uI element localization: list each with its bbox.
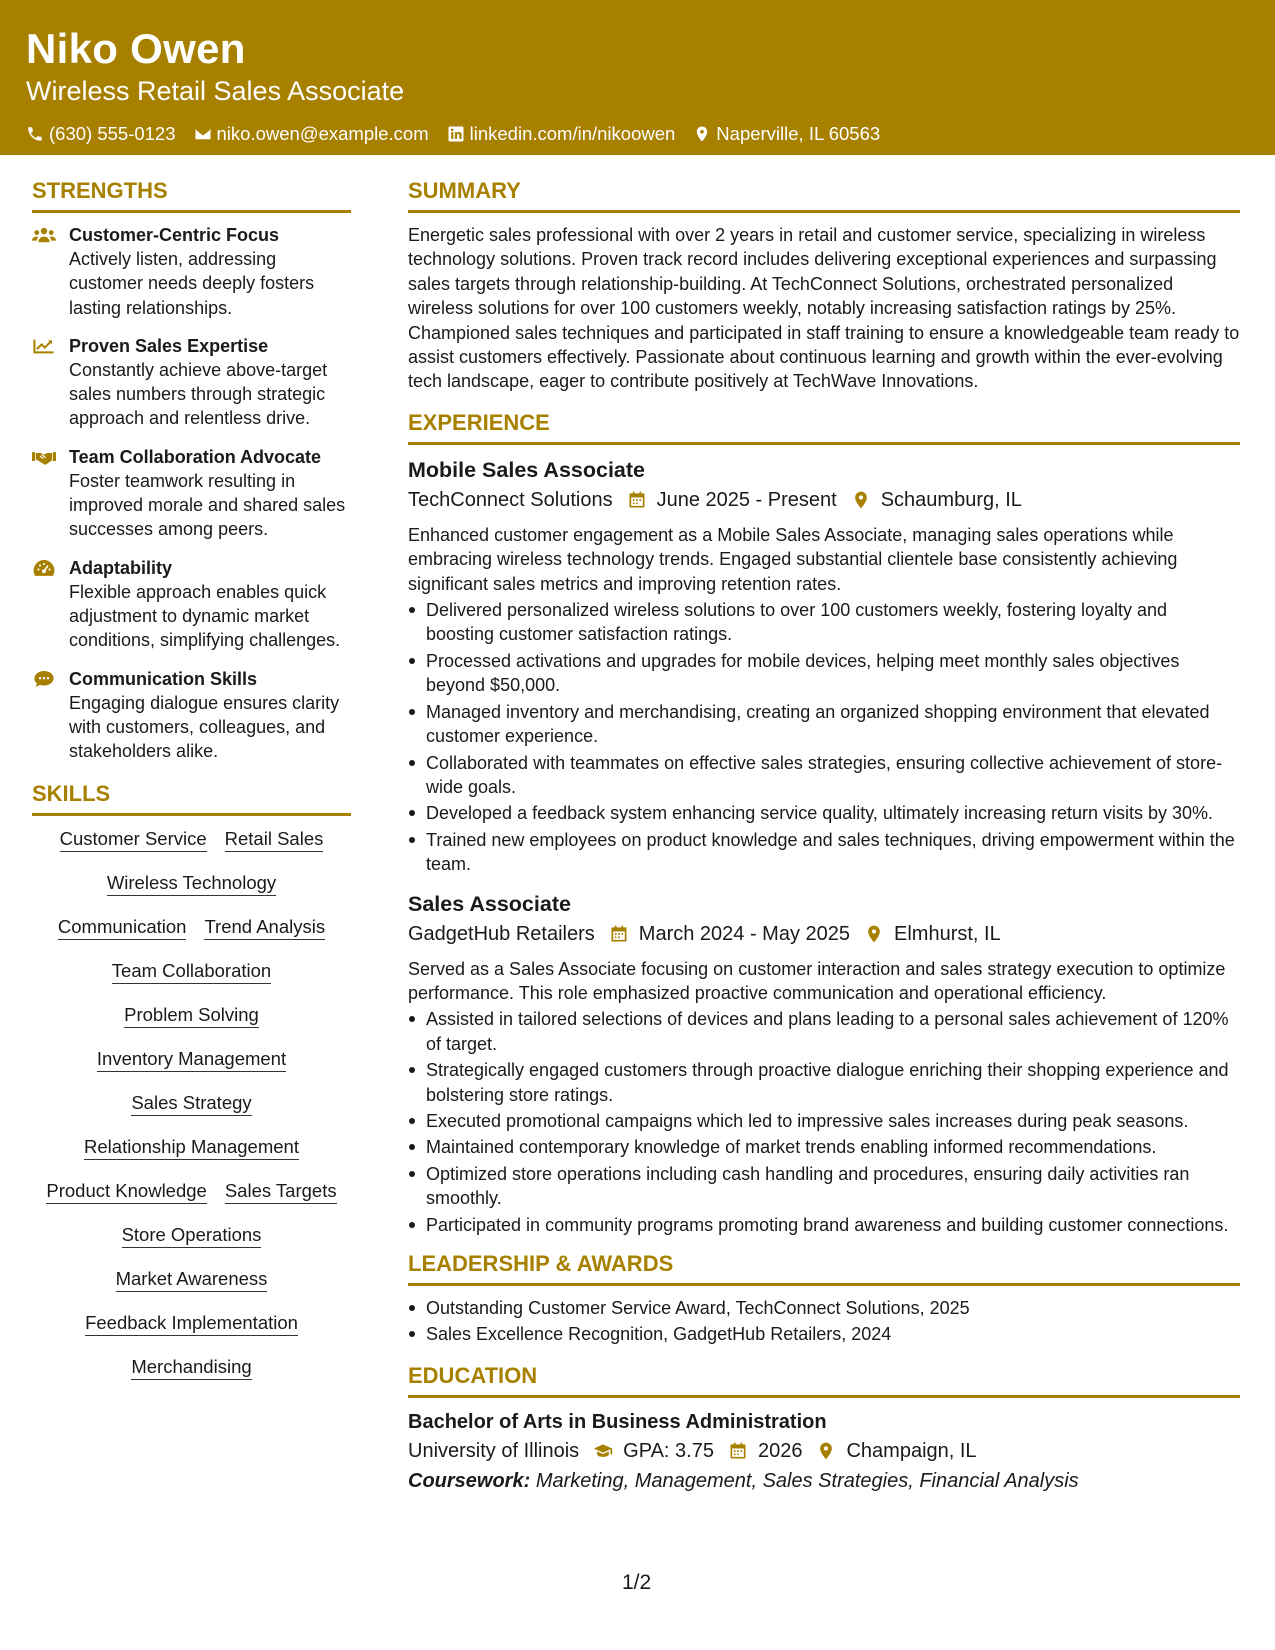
skill-tag: Customer Service	[60, 826, 207, 852]
skill-tag: Communication	[58, 914, 187, 940]
strength-item	[32, 556, 351, 653]
skill-tag: Sales Strategy	[131, 1090, 251, 1116]
skill-tag: Team Collaboration	[112, 958, 271, 984]
map-pin-icon	[816, 1441, 836, 1461]
phone-icon	[26, 125, 44, 143]
job-bullets	[408, 1007, 1240, 1237]
award-item: Outstanding Customer Service Award, TechConnect Solutions, 2025	[408, 1296, 1240, 1320]
school-name: University of Illinois	[408, 1439, 580, 1462]
strength-title: Adaptability	[69, 557, 173, 578]
skill-tag: Store Operations	[122, 1222, 262, 1248]
school-location	[816, 1436, 976, 1466]
job-location	[864, 919, 1001, 949]
skill-tag: Wireless Technology	[107, 870, 276, 896]
resume-header	[0, 0, 1275, 155]
company-name: TechConnect Solutions	[408, 488, 613, 511]
strength-desc: Foster teamwork resulting in improved morale and shared sales successes among peers.	[69, 470, 346, 540]
strength-desc: Constantly achieve above-target sales numbers through strategic approach and relentless drive.	[69, 359, 328, 429]
job-bullet: Optimized store operations including cash handling and procedures, ensuring daily activities ran smoothly.	[408, 1162, 1240, 1211]
skill-tag: Relationship Management	[84, 1134, 299, 1160]
left-column	[32, 176, 351, 1398]
calendar-icon	[728, 1441, 748, 1461]
job-bullet: Strategically engaged customers through proactive dialogue enriching their shopping experience and bolstering store ratings.	[408, 1058, 1240, 1107]
users-icon	[32, 226, 56, 244]
strength-item	[32, 667, 351, 764]
job-bullet: Processed activations and upgrades for mobile devices, helping meet monthly sales objectives beyond $50,000.	[408, 649, 1240, 698]
skill-tag: Product Knowledge	[46, 1178, 206, 1204]
contact-row	[26, 122, 1275, 146]
job-bullet: Assisted in tailored selections of devices and plans leading to a personal sales achievement of 120% of target.	[408, 1007, 1240, 1056]
job-bullet: Trained new employees on product knowledge and sales techniques, driving empowerment within the team.	[408, 828, 1240, 877]
graduation-cap-icon	[593, 1441, 613, 1461]
strength-item	[32, 334, 351, 431]
linkedin-link[interactable]: linkedin.com/in/nikoowen	[469, 123, 676, 144]
job-bullet: Collaborated with teammates on effective sales strategies, ensuring collective achievement of store-wide goals.	[408, 751, 1240, 800]
strength-desc: Engaging dialogue ensures clarity with customers, colleagues, and stakeholders alike.	[69, 692, 340, 762]
strength-desc: Flexible approach enables quick adjustment to dynamic market conditions, simplifying challenges.	[69, 581, 341, 651]
location-text: Naperville, IL 60563	[716, 123, 881, 144]
strength-desc: Actively listen, addressing customer needs deeply fosters lasting relationships.	[69, 249, 315, 318]
page-number: 1/2	[622, 1571, 652, 1594]
job-title: Mobile Sales Associate	[408, 457, 645, 482]
map-pin-icon	[851, 490, 871, 510]
strengths-heading: STRENGTHS	[32, 176, 351, 213]
map-pin-icon	[864, 924, 884, 944]
gpa-text: GPA: 3.75	[623, 1439, 714, 1462]
strength-title: Team Collaboration Advocate	[69, 446, 322, 467]
skill-tag: Market Awareness	[116, 1266, 268, 1292]
job-description: Enhanced customer engagement as a Mobile Sales Associate, managing sales operations while embracing wireless technology trends. Engaged substantial clientele base consistently achieving significant sales metrics and improving retention rates.	[408, 524, 1178, 594]
coursework-label: Coursework:	[408, 1469, 531, 1492]
school-location-text: Champaign, IL	[846, 1439, 977, 1462]
job-dates	[609, 919, 850, 949]
skill-tag: Merchandising	[131, 1354, 251, 1380]
job-dates-text: June 2025 - Present	[656, 488, 837, 511]
candidate-role: Wireless Retail Sales Associate	[26, 76, 405, 106]
map-pin-icon	[693, 125, 711, 143]
strength-title: Proven Sales Expertise	[69, 335, 269, 356]
skill-tag: Inventory Management	[97, 1046, 286, 1072]
graduation-year	[728, 1436, 803, 1466]
job-description: Served as a Sales Associate focusing on customer interaction and sales strategy execution to optimize performance. This role emphasized proactive communication and operational efficiency.	[408, 958, 1226, 1003]
skill-tag: Retail Sales	[225, 826, 324, 852]
coursework-text: Marketing, Management, Sales Strategies, Financial Analysis	[535, 1469, 1079, 1492]
job-meta	[408, 919, 1240, 949]
strength-title: Customer-Centric Focus	[69, 225, 280, 245]
strength-title: Communication Skills	[69, 668, 258, 689]
handshake-icon	[32, 448, 56, 466]
summary-text: Energetic sales professional with over 2 years in retail and customer service, specializing in wireless technology solutions. Proven track record includes delivering exceptional experiences and surpassing sales targets through relationship-building. At TechConnect Solutions, orchestrated personalized wireless solutions for over 100 customers weekly, notably increasing satisfaction ratings by 25%. Championed sales techniques and participated in staff training to ensure a knowledgeable team ready to assist customers effectively. Passionate about continuous learning and growth within the ever-evolving tech landscape, eager to contribute positively at TechWave Innovations.	[408, 225, 1240, 392]
contact-location	[693, 122, 880, 146]
job-bullet: Managed inventory and merchandising, creating an organized shopping environment that elevated customer experience.	[408, 700, 1240, 749]
job-meta	[408, 485, 1240, 515]
calendar-icon	[627, 490, 647, 510]
job-bullet: Executed promotional campaigns which led to impressive sales increases during peak seasons.	[408, 1109, 1240, 1133]
education-meta	[408, 1436, 1240, 1466]
skill-tag: Trend Analysis	[204, 914, 325, 940]
job-bullet: Participated in community programs promoting brand awareness and building customer connections.	[408, 1213, 1240, 1237]
award-item: Sales Excellence Recognition, GadgetHub Retailers, 2024	[408, 1322, 1240, 1346]
contact-linkedin[interactable]	[447, 122, 676, 146]
skills-heading: SKILLS	[32, 779, 351, 816]
company-name: GadgetHub Retailers	[408, 922, 595, 945]
job-entry	[408, 889, 1240, 1237]
summary-heading: SUMMARY	[408, 176, 1240, 213]
experience-heading: EXPERIENCE	[408, 408, 1240, 445]
chart-line-icon	[32, 337, 56, 355]
skills-list	[32, 826, 351, 1398]
envelope-icon	[194, 125, 212, 143]
job-location	[851, 485, 1022, 515]
job-entry	[408, 455, 1240, 877]
job-bullets	[408, 598, 1240, 876]
right-column	[408, 176, 1240, 1496]
chat-icon	[32, 670, 56, 688]
strength-item	[32, 223, 351, 320]
skill-tag: Sales Targets	[225, 1178, 337, 1204]
gauge-icon	[32, 559, 56, 577]
contact-email[interactable]	[194, 122, 429, 146]
awards-heading: LEADERSHIP & AWARDS	[408, 1249, 1240, 1286]
degree-title: Bachelor of Arts in Business Administration	[408, 1410, 827, 1433]
coursework	[408, 1466, 1240, 1496]
phone-text: (630) 555-0123	[49, 123, 176, 144]
job-dates-text: March 2024 - May 2025	[638, 922, 851, 945]
email-link[interactable]: niko.owen@example.com	[216, 123, 429, 144]
strength-item	[32, 445, 351, 542]
linkedin-icon	[447, 125, 465, 143]
year-text: 2026	[757, 1439, 803, 1462]
job-bullet: Delivered personalized wireless solutions to over 100 customers weekly, fostering loyalty and boosting customer satisfaction ratings.	[408, 598, 1240, 647]
job-bullet: Maintained contemporary knowledge of market trends enabling informed recommendations.	[408, 1135, 1240, 1159]
candidate-name: Niko Owen	[26, 25, 246, 72]
job-location-text: Elmhurst, IL	[894, 922, 1001, 945]
contact-phone	[26, 122, 176, 146]
skill-tag: Feedback Implementation	[85, 1310, 298, 1336]
job-dates	[627, 485, 837, 515]
awards-list	[408, 1296, 1240, 1347]
job-title: Sales Associate	[408, 891, 571, 916]
education-heading: EDUCATION	[408, 1361, 1240, 1398]
calendar-icon	[609, 924, 629, 944]
skill-tag: Problem Solving	[124, 1002, 259, 1028]
job-location-text: Schaumburg, IL	[880, 488, 1022, 511]
job-bullet: Developed a feedback system enhancing service quality, ultimately increasing return visits by 30%.	[408, 801, 1240, 825]
gpa	[593, 1436, 714, 1466]
